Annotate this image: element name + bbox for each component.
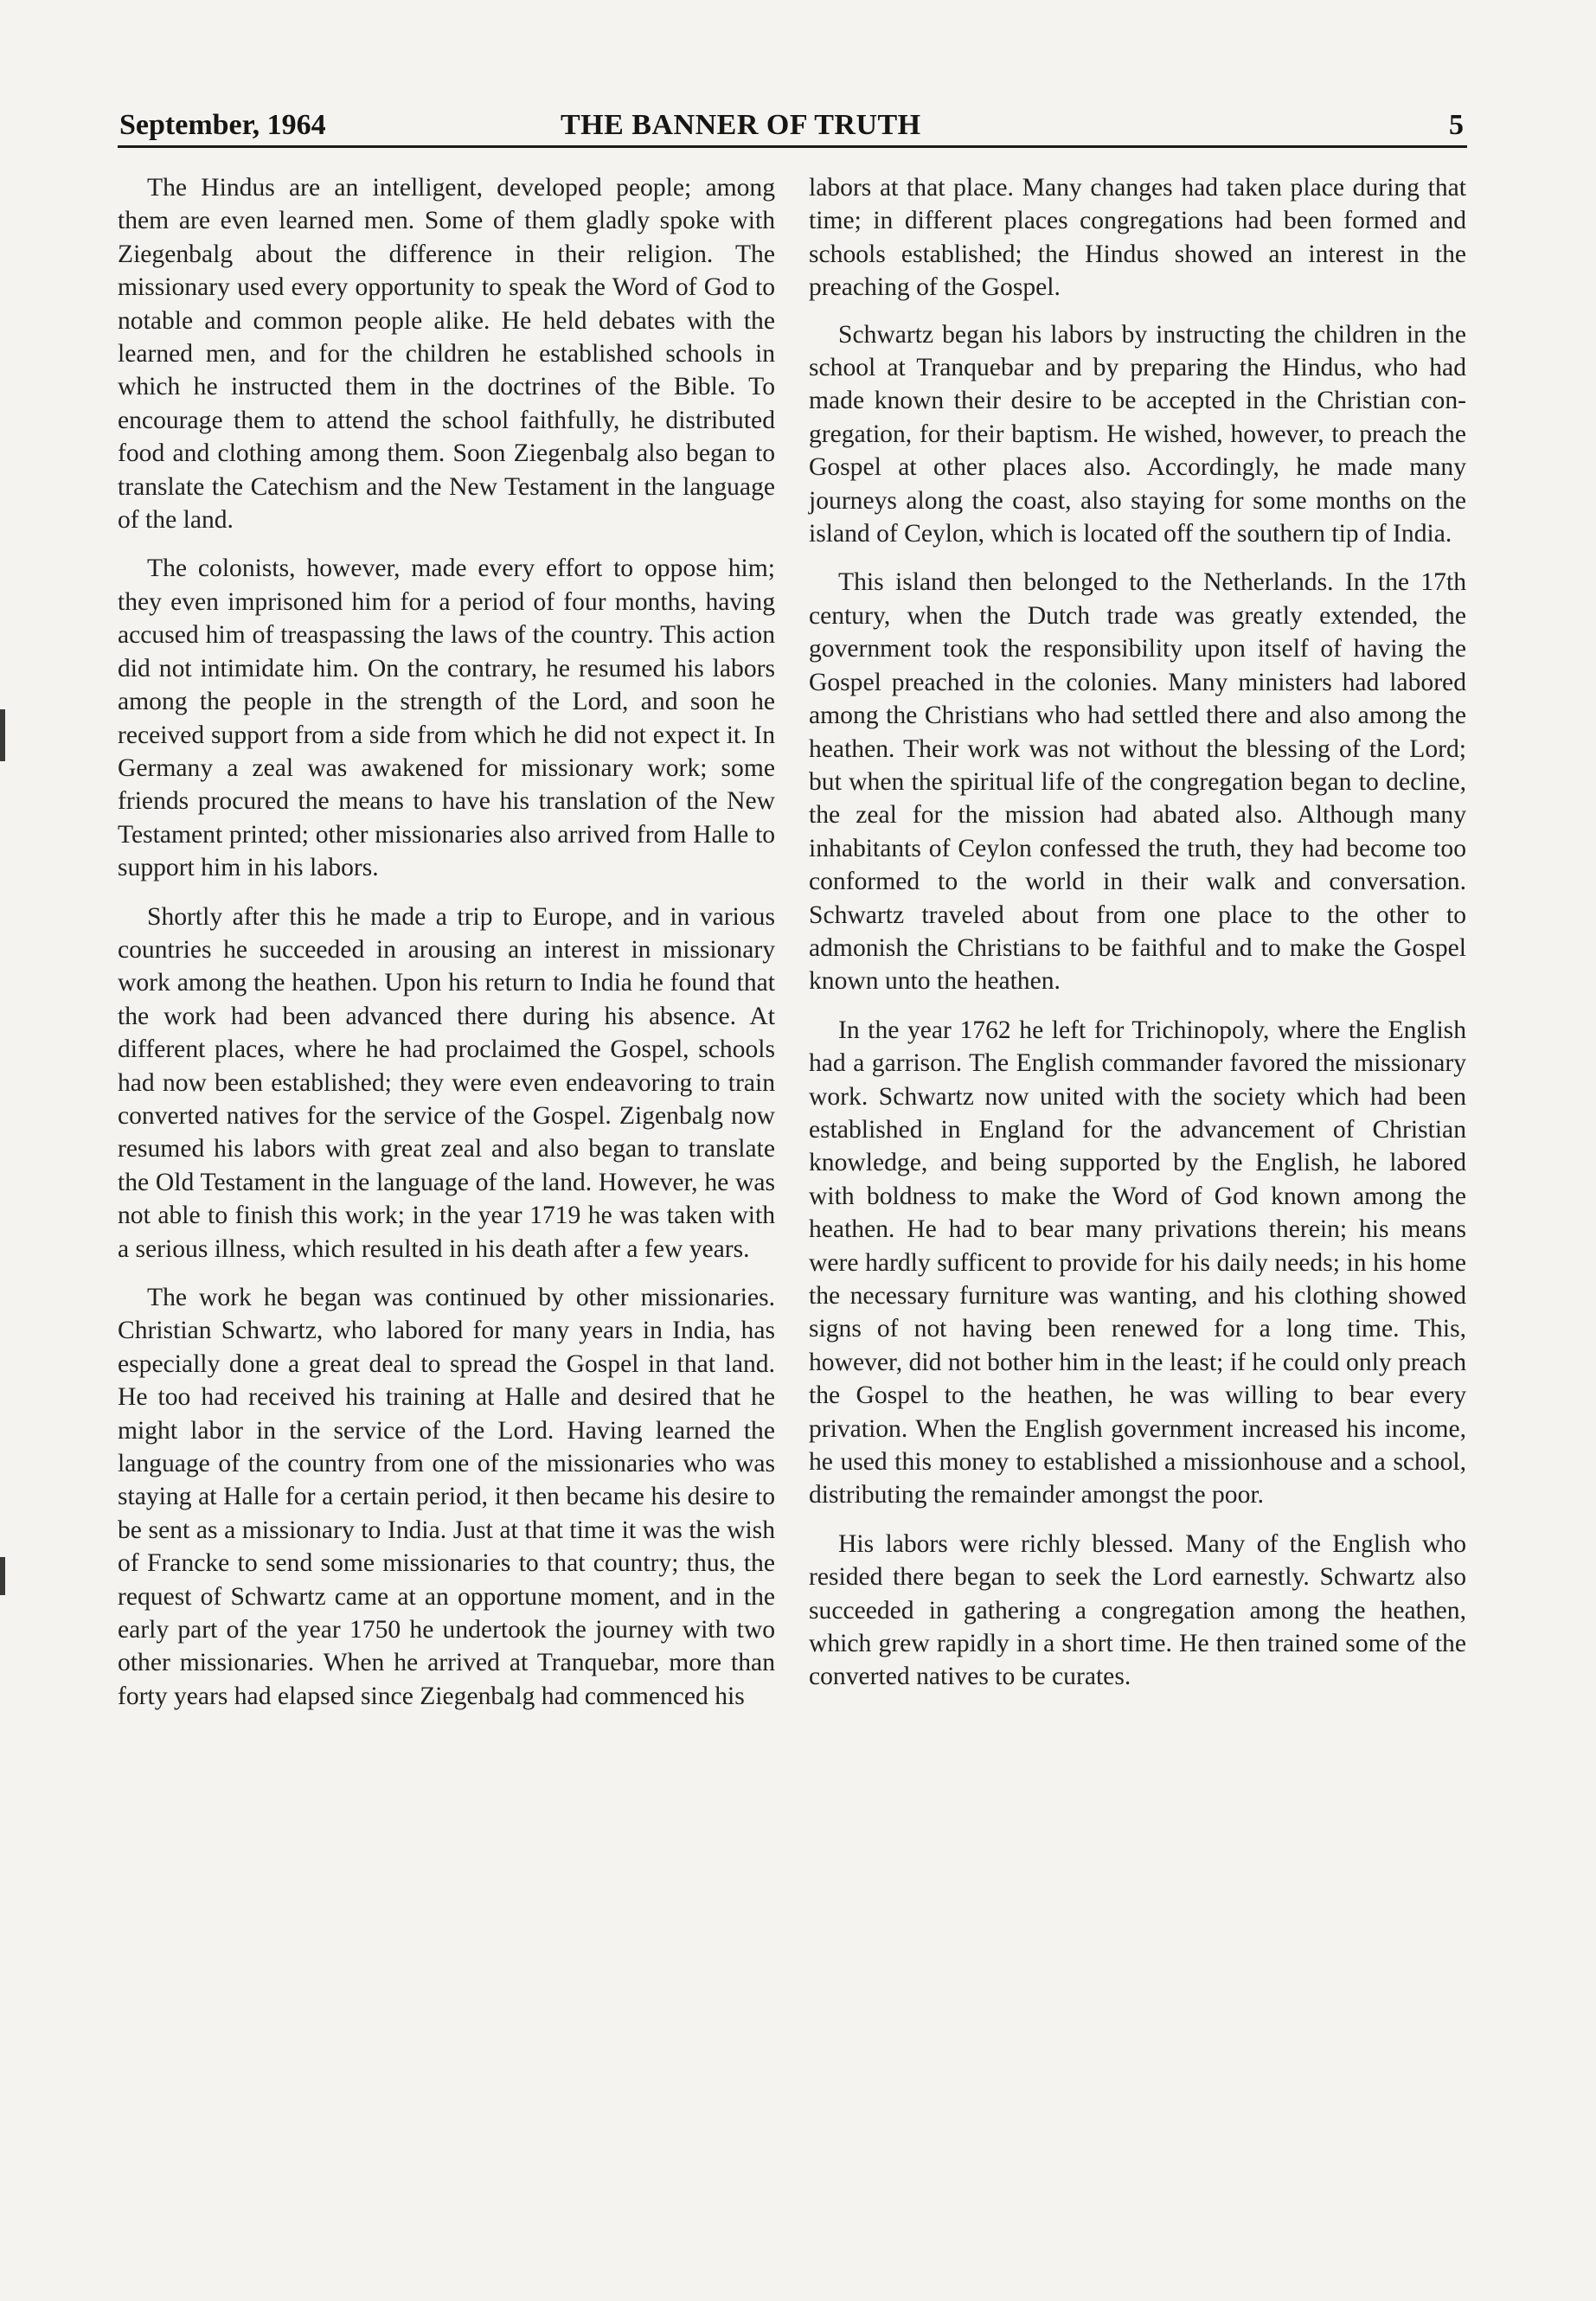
left-column xyxy=(118,171,775,1728)
paragraph: Shortly after this he made a trip to Europe, and in various countries he succeeded in arousing an interest in missionary work among the heathen. Upon his return to India he found that the work had been advanced there during his absence. At different places, where he had proclaimed the Gospel, schools had now been established; they were even endeavoring to train converted natives for the service of the Gospel. Zigenbalg now resumed his labors with great zeal and also began to translate the Old Testament in the language of the land. However, he was not able to finish this work; in the year 1719 he was taken with a serious illness, which resulted in his death after a few years. xyxy=(118,902,775,1263)
page-number: 5 xyxy=(1449,109,1464,141)
issue-date: September, 1964 xyxy=(119,109,326,141)
binding-mark xyxy=(0,709,5,761)
right-column xyxy=(809,171,1466,1709)
paragraph: His labors were richly blessed. Many of the English who resided there began to seek the Lord earnestly. Schwartz also succeeded in gathering a congregation among the heathen, which grew rapidly in a short time. He then trained some of the converted natives to be curates. xyxy=(809,1529,1466,1691)
paragraph: In the year 1762 he left for Trichinopoly, where the English had a garrison. The English commander favored the missionary work. Schwartz now united with the society which had been established in England for the advancement of Christian knowledge, and being supported by the English, he labored with boldness to make the Word of God known among the heathen. He had to bear many privations therein; his means were hardly sufficent to provide for his daily needs; in his home the necessary furniture was wanting, and his clothing showed signs of not having been renewed for a long time. This, however, did not bother him in the least; if he could only preach the Gospel to the heathen, he was willing to bear every privation. When the English government increased his income, he used this money to established a missionhouse and a school, distributing the remainder amongst the poor. xyxy=(809,1016,1466,1509)
paragraph: The Hindus are an intelligent, developed people; among them are even learned men. Some of them gladly spoke with Ziegenbalg about the difference in their religion. The missionary used every opportunity to speak the Word of God to notable and common people alike. He held debates with the learned men, and for the children he established schools in which he instructed them in the doctrines of the Bible. To encourage them to attend the school faithfully, he distributed food and clothing among them. Soon Ziegenbalg also began to translate the Catechism and the New Testament in the language of the land. xyxy=(118,174,775,535)
publication-title: THE BANNER OF TRUTH xyxy=(561,109,921,141)
paragraph-continued: labors at that place. Many changes had taken place during that time; in different places congregations had been formed and schools established; the Hindus showed an interest in the preaching of the Gospel. xyxy=(809,174,1466,302)
paragraph: This island then belonged to the Netherlands. In the 17th century, when the Dutch trade was greatly extended, the government took the responsibility upon itself of having the Gospel preached in the colonies. Many ministers had labored among the Christians who had settled there and also among the heathen. Their work was not without the blessing of the Lord; but when the spiritual life of the congregation began to decline, the zeal for the mission had abated also. Although many inhabitants of Ceylon confessed the truth, they had become too conformed to the world in their walk and conversation. Schwartz traveled about from one place to the other to admonish the Christians to be faithful and to make the Gospel known unto the heathen. xyxy=(809,568,1466,996)
paragraph: The colonists, however, made every effort to oppose him; they even imprisoned him for a period of four months, having accused him of treaspassing the laws of the country. This action did not intimidate him. On the contrary, he resumed his labors among the people in the strength of the Lord, and soon he received support from a side from which he did not expect it. In Germany a zeal was awakened for missionary work; some friends procured the means to have his translation of the New Testament printed; other missionaries also arrived from Halle to support him in his labors. xyxy=(118,554,775,882)
running-header xyxy=(118,104,1467,148)
binding-mark xyxy=(0,1557,5,1595)
paragraph: Schwartz began his labors by instructing the children in the school at Tranquebar and by preparing the Hindus, who had made known their desire to be accepted in the Christian congregation, for their baptism. He wished, however, to preach the Gospel at other places also. Accordingly, he made many journeys along the coast, also staying for some months on the island of Ceylon, which is located off the southern tip of India. xyxy=(809,320,1466,548)
paragraph: The work he began was continued by other missionaries. Christian Schwartz, who labored for many years in India, has especially done a great deal to spread the Gospel in that land. He too had received his training at Halle and desired that he might labor in the service of the Lord. Having learned the language of the country from one of the missionaries who was staying at Halle for a certain period, it then became his desire to be sent as a missionary to India. Just at that time it was the wish of Francke to send some missionaries to that country; thus, the request of Schwartz came at an opportune moment, and in the early part of the year 1750 he undertook the journey with two other missionaries. When he arrived at Tranquebar, more than forty years had elapsed since Ziegenbalg had commenced his xyxy=(118,1284,775,1710)
